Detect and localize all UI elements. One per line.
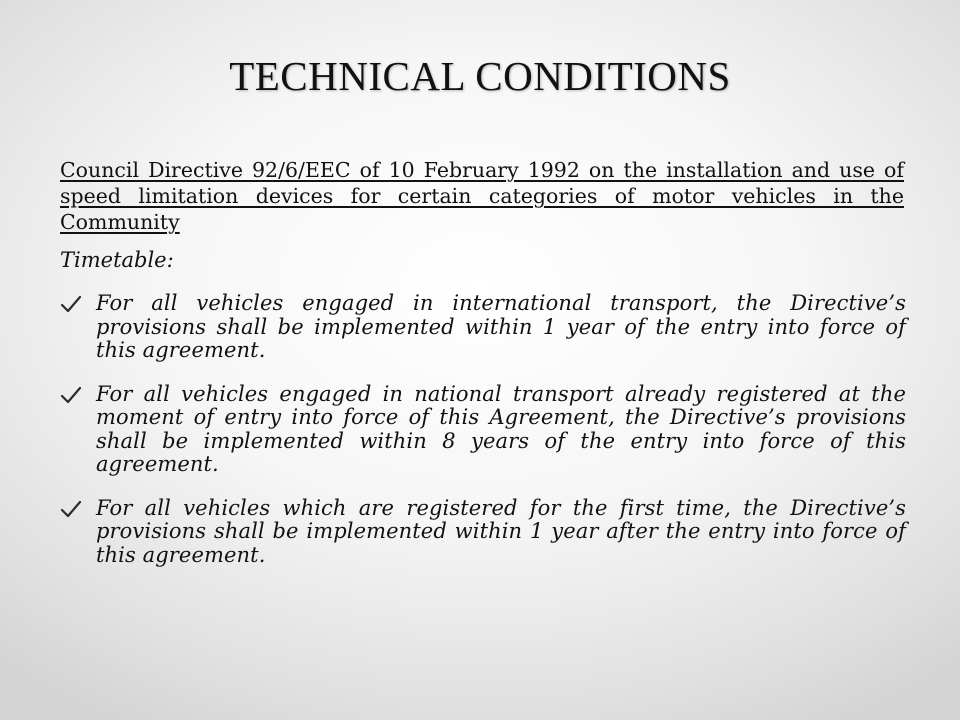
list-item-text: For all vehicles which are registered for the first time, the Directive’s provisions shall be implemented within 1 year after the entry into force of this agreement. xyxy=(96,495,906,567)
check-icon xyxy=(60,385,82,405)
list-item xyxy=(60,383,906,477)
timetable-list xyxy=(60,292,906,587)
slide-title: TECHNICAL CONDITIONS xyxy=(229,53,731,99)
list-item xyxy=(60,292,906,363)
directive-reference: Council Directive 92/6/EEC of 10 February 1992 on the installation and use of speed limitation devices for certain categories of motor vehicles in the Community xyxy=(60,158,904,234)
list-item-text: For all vehicles engaged in national transport already registered at the moment of entry into force of this Agreement, the Directive’s provisions shall be implemented within 8 years of the entry into force of this agreement. xyxy=(96,381,906,476)
check-icon xyxy=(60,499,82,519)
check-icon xyxy=(60,294,82,314)
timetable-heading: Timetable: xyxy=(60,248,174,272)
list-item-text: For all vehicles engaged in international transport, the Directive’s provisions shall be implemented within 1 year of the entry into force of this agreement. xyxy=(96,291,906,362)
list-item xyxy=(60,497,906,568)
